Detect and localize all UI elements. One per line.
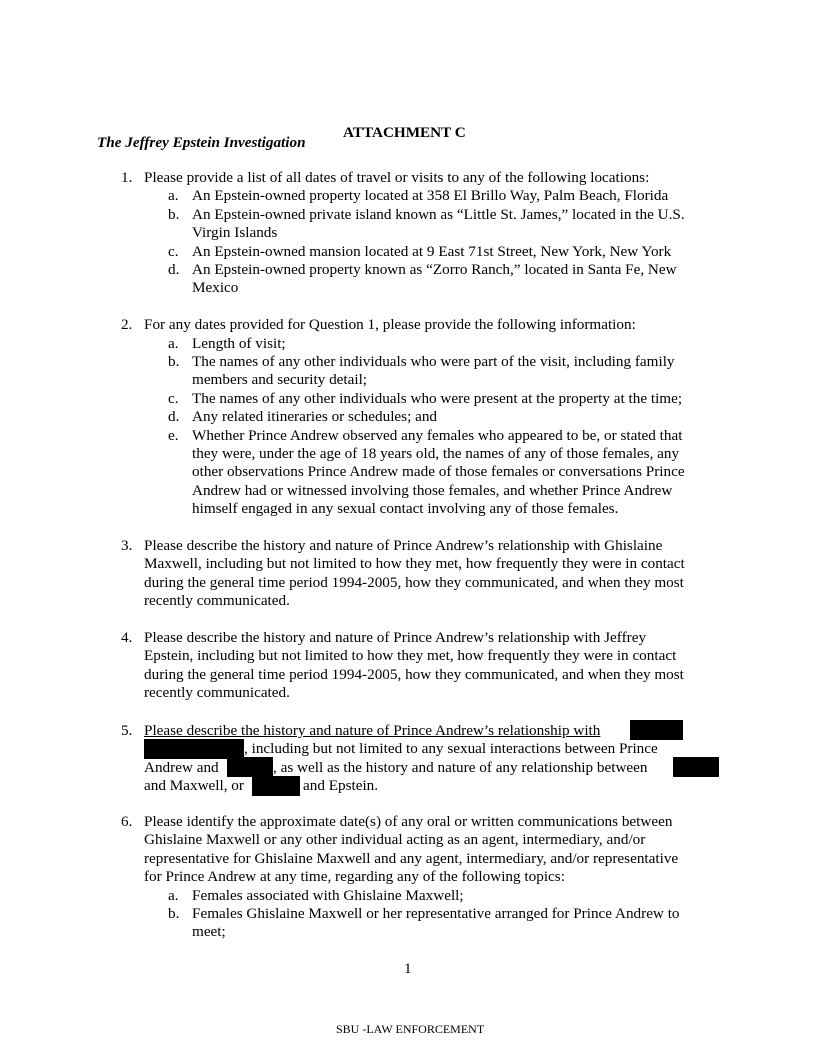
question-line: Ghislaine Maxwell or any other individual acting as an agent, intermediary, and/or [144, 831, 646, 849]
sub-item-line: members and security detail; [192, 371, 368, 389]
sub-item-line: Females associated with Ghislaine Maxwell; [192, 886, 464, 904]
question-number: 4. [121, 629, 133, 646]
sub-item-line: Females Ghislaine Maxwell or her representative arranged for Prince Andrew to [192, 905, 680, 922]
question-line: for Prince Andrew at any time, regarding any of the following topics: [144, 868, 565, 886]
sub-item-letter: b. [168, 205, 180, 223]
question-line: For any dates provided for Question 1, please provide the following information: [144, 316, 636, 334]
question-line: recently communicated. [144, 684, 290, 702]
question-number: 5. [121, 722, 133, 739]
sub-item-line: An Epstein-owned private island known as “Little St. James,” located in the U.S. [192, 205, 685, 223]
sub-item-line: The names of any other individuals who were part of the visit, including family [192, 353, 675, 370]
attachment-title: ATTACHMENT C [343, 124, 466, 141]
page-number: 1 [404, 960, 412, 977]
question-line: Please identify the approximate date(s) of any oral or written communications between [144, 813, 673, 830]
question-number: 2. [121, 316, 133, 334]
sub-item-line: An Epstein-owned property known as “Zorro Ranch,” located in Santa Fe, New [192, 261, 677, 278]
question-line: during the general time period 1994-2005, how they communicated, and when they most [144, 665, 684, 683]
question-line: , including but not limited to any sexual interactions between Prince [244, 740, 658, 757]
question-line: and Maxwell, or [144, 777, 244, 794]
question-line: representative for Ghislaine Maxwell and any agent, intermediary, and/or representative [144, 849, 679, 867]
sub-item-letter: b. [168, 905, 180, 922]
question-line: Please provide a list of all dates of travel or visits to any of the following locations: [144, 169, 650, 186]
sub-item-line: they were, under the age of 18 years old, the names of any of those females, any [192, 445, 680, 462]
sub-item-letter: e. [168, 426, 179, 444]
redaction-block [252, 776, 300, 796]
sub-item-line: Whether Prince Andrew observed any females who appeared to be, or stated that [192, 426, 683, 444]
sub-item-line: An Epstein-owned mansion located at 9 East 71st Street, New York, New York [192, 242, 672, 260]
section-heading: The Jeffrey Epstein Investigation [97, 134, 306, 151]
footer-classification: SBU -LAW ENFORCEMENT [336, 1022, 485, 1036]
sub-item-line: The names of any other individuals who were present at the property at the time; [192, 389, 683, 407]
sub-item-letter: c. [168, 242, 179, 260]
sub-item-line: himself engaged in any sexual contact involving any of those females. [192, 500, 619, 518]
sub-item-letter: d. [168, 408, 180, 426]
sub-item-letter: d. [168, 261, 180, 278]
question-line: Maxwell, including but not limited to how they met, how frequently they were in contact [144, 555, 685, 573]
sub-item-letter: a. [168, 334, 179, 352]
redaction-block [227, 757, 273, 777]
sub-item-line: Length of visit; [192, 334, 286, 352]
sub-item-line: Virgin Islands [192, 224, 278, 242]
sub-item-line: Mexico [192, 279, 239, 297]
question-line: Please describe the history and nature of Prince Andrew’s relationship with Jeffrey [144, 629, 647, 646]
sub-item-line: other observations Prince Andrew made of those females or conversations Prince [192, 463, 685, 481]
question-number: 3. [121, 537, 133, 554]
redaction-block [673, 757, 719, 777]
question-line: Andrew and [144, 759, 219, 776]
sub-item-letter: a. [168, 886, 179, 904]
sub-item-line: An Epstein-owned property located at 358 El Brillo Way, Palm Beach, Florida [192, 187, 669, 205]
sub-item-letter: b. [168, 353, 180, 370]
question-line: , as well as the history and nature of any relationship between [273, 759, 648, 776]
question-line: Please describe the history and nature of Prince Andrew’s relationship with [144, 722, 601, 739]
sub-item-letter: c. [168, 389, 179, 407]
question-line: and Epstein. [303, 777, 379, 794]
question-number: 6. [121, 813, 133, 830]
question-line: Epstein, including but not limited to how they met, how frequently they were in contact [144, 647, 677, 665]
sub-item-line: Andrew had or witnessed involving those females, and whether Prince Andrew [192, 481, 673, 499]
question-line: during the general time period 1994-2005, how they communicated, and when they most [144, 573, 684, 591]
redaction-block [630, 720, 683, 740]
redaction-block [144, 739, 244, 759]
sub-item-line: meet; [192, 923, 226, 941]
sub-item-letter: a. [168, 187, 179, 205]
question-number: 1. [121, 169, 133, 186]
sub-item-line: Any related itineraries or schedules; and [192, 408, 438, 426]
question-line: Please describe the history and nature of Prince Andrew’s relationship with Ghislaine [144, 537, 663, 554]
question-line: recently communicated. [144, 592, 290, 610]
